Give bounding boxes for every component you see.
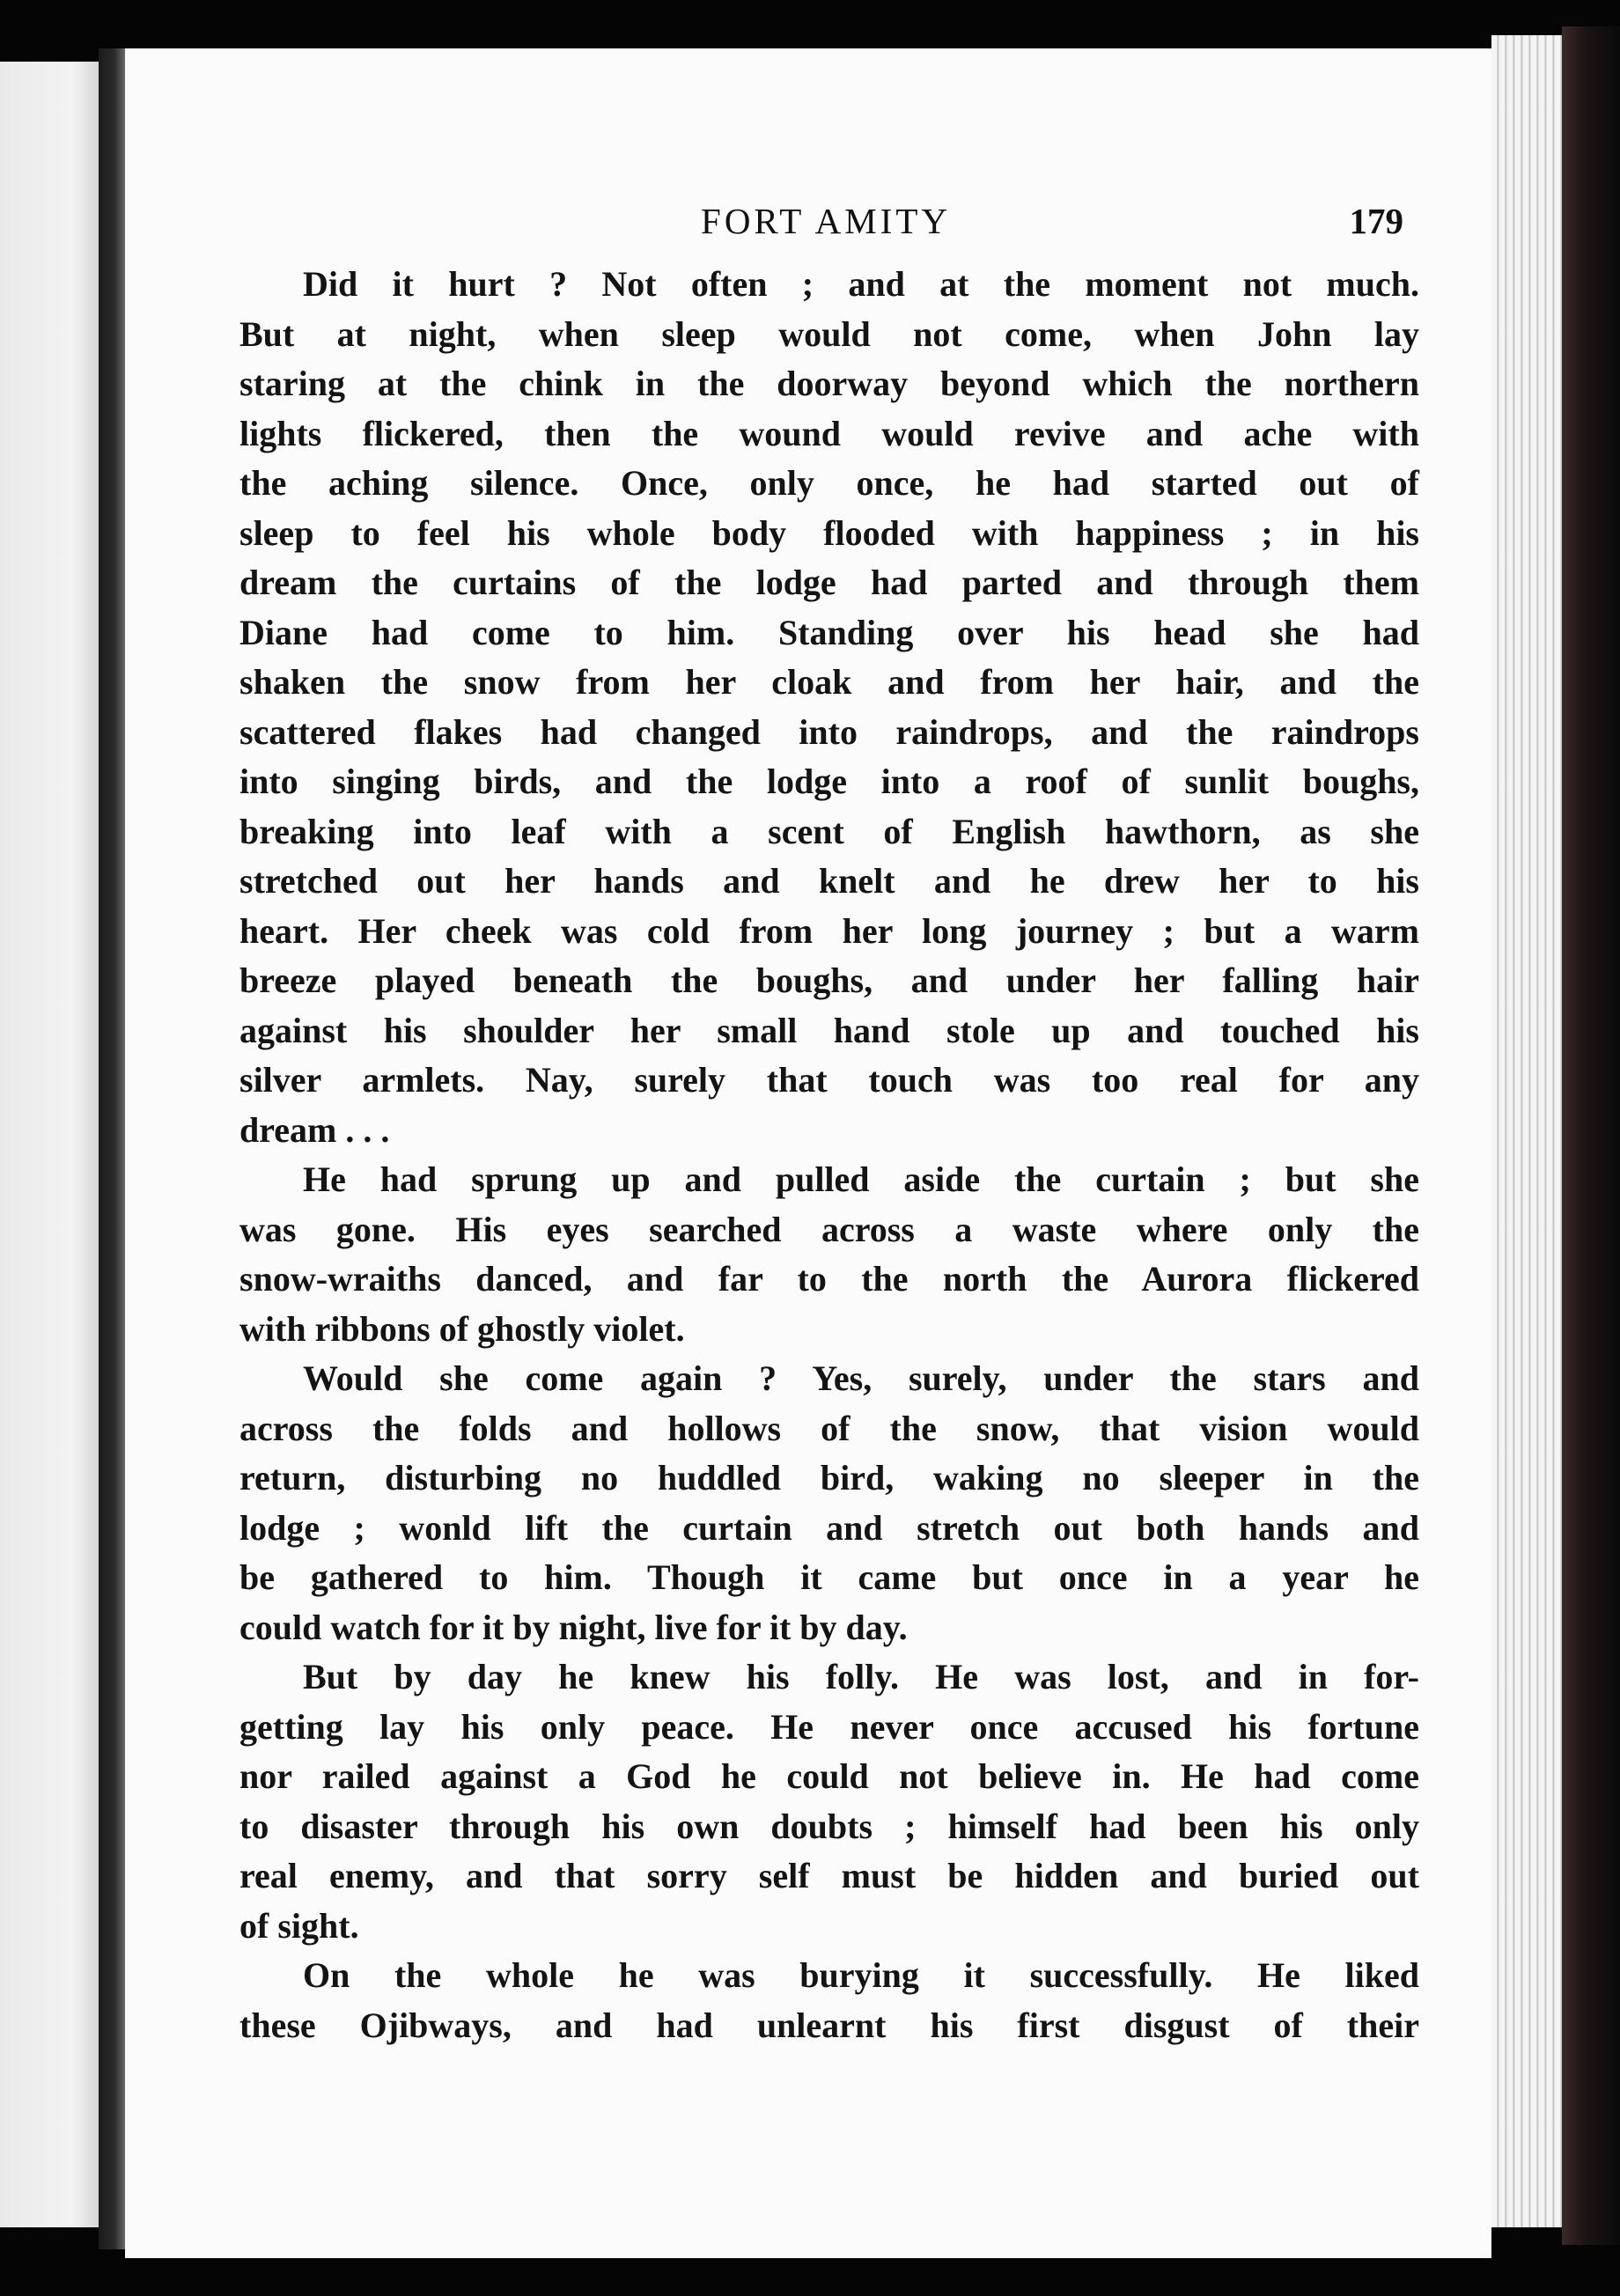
text-line: the aching silence. Once, only once, he had started out of [239,463,1419,503]
text-line: dream . . . [239,1109,390,1150]
text-line: into singing birds, and the lodge into a roof of sunlit boughs, [239,762,1419,801]
text-line: across the folds and hollows of the snow, that vision would [239,1408,1419,1448]
page-header [248,195,1403,247]
body-text [239,260,1419,2050]
text-line: of sight. [239,1905,359,1946]
text-line: real enemy, and that sorry self must be hidden and buried out [239,1856,1419,1895]
text-line: shaken the snow from her cloak and from her hair, and the [239,662,1419,702]
text-line: silver armlets. Nay, surely that touch was too real for any [239,1060,1419,1100]
text-line: lodge ; wonld lift the curtain and stretch out both hands and [239,1507,1419,1548]
text-line: breeze played beneath the boughs, and under her falling hair [239,960,1419,1000]
book-page [125,48,1491,2258]
text-line: lights flickered, then the wound would revive and ache with [239,413,1419,453]
text-line: Did it hurt ? Not often ; and at the moment not much. [303,264,1419,304]
paragraph-2 [239,1155,1419,1354]
paragraph-3 [239,1354,1419,1652]
text-line: return, disturbing no huddled bird, waking no sleeper in the [239,1458,1419,1498]
page-edges [1491,35,1562,2227]
paragraph-1 [239,260,1419,1155]
page-number: 179 [1349,201,1403,241]
text-line: staring at the chink in the doorway beyond which the northern [239,364,1419,403]
text-line: stretched out her hands and knelt and he drew her to his [239,861,1419,901]
running-head: FORT AMITY [701,201,951,241]
text-line: with ribbons of ghostly violet. [239,1308,685,1349]
text-line: snow-wraiths danced, and far to the north the Aurora flickered [239,1259,1419,1299]
text-line: On the whole he was burying it successfully. He liked [303,1955,1419,1995]
paragraph-5 [239,1951,1419,2050]
text-line: nor railed against a God he could not believe in. He had come [239,1756,1419,1796]
text-line: But by day he knew his folly. He was lost, and in for- [303,1657,1419,1696]
text-line: But at night, when sleep would not come, when John lay [239,313,1419,354]
facing-page-edge [0,62,104,2227]
paragraph-4 [239,1652,1419,1951]
text-line: Would she come again ? Yes, surely, under the stars and [303,1358,1419,1398]
text-line: to disaster through his own doubts ; himself had been his only [239,1806,1419,1846]
text-line: could watch for it by night, live for it by day. [239,1607,908,1647]
text-line: dream the curtains of the lodge had parted and through them [239,563,1419,602]
text-line: against his shoulder her small hand stole up and touched his [239,1010,1419,1050]
text-line: He had sprung up and pulled aside the curtain ; but she [303,1159,1419,1199]
text-line: was gone. His eyes searched across a waste where only the [239,1209,1419,1249]
text-line: heart. Her cheek was cold from her long journey ; but a warm [239,910,1419,951]
text-line: getting lay his only peace. He never once accused his fortune [239,1706,1419,1747]
text-line: be gathered to him. Though it came but once in a year he [239,1557,1419,1597]
book-cover-edge [1562,26,1620,2245]
text-line: sleep to feel his whole body flooded with happiness ; in his [239,512,1419,553]
text-line: scattered flakes had changed into raindrops, and the raindrops [239,711,1419,752]
text-line: these Ojibways, and had unlearnt his first disgust of their [239,2005,1419,2045]
text-line: Diane had come to him. Standing over his head she had [239,612,1419,652]
text-line: breaking into leaf with a scent of English hawthorn, as she [239,811,1419,851]
